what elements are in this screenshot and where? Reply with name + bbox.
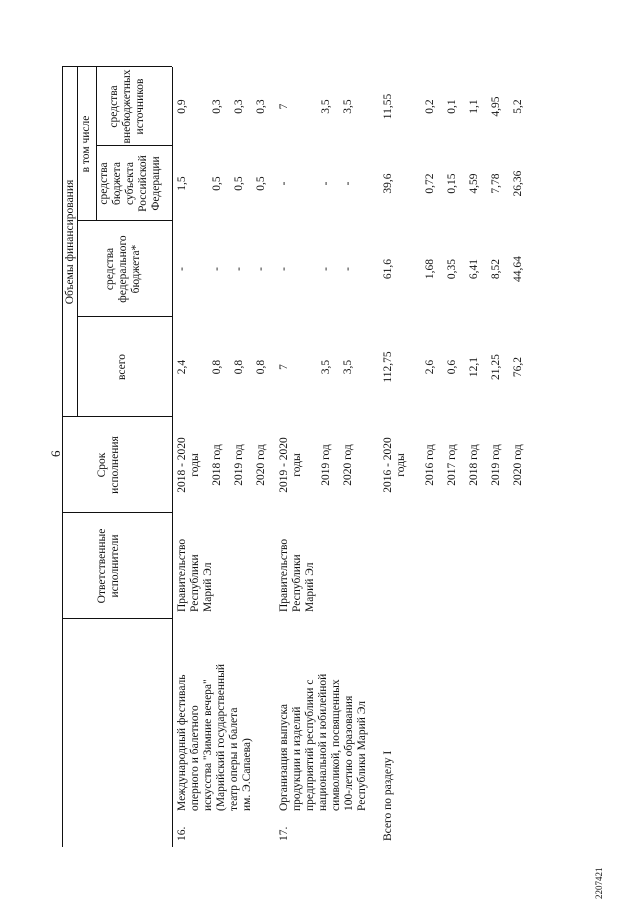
- item-number: 16.: [176, 826, 188, 841]
- header-incl: в том числе: [80, 115, 92, 173]
- summary-term: 2020 год: [512, 444, 524, 486]
- summary-regional: 0,15: [446, 173, 458, 194]
- summary-label: Всего по разделу I: [382, 750, 394, 841]
- row-federal: -: [211, 267, 223, 271]
- summary-extra: 11,55: [382, 93, 394, 120]
- summary-term: 2016 год: [424, 444, 436, 486]
- header-funding: Объемы финансирования: [64, 179, 76, 305]
- summary-federal: 61,6: [382, 258, 394, 280]
- table-rule: [77, 67, 78, 417]
- item-responsible: Правительство Республики Марий Эл: [278, 538, 316, 612]
- row-extra: 3,5: [320, 99, 332, 114]
- row-regional: -: [278, 181, 290, 186]
- summary-federal: 1,68: [424, 258, 436, 280]
- summary-total: 2,6: [424, 359, 436, 375]
- summary-total: 12,1: [468, 356, 480, 378]
- row-term: 2018 год: [211, 444, 223, 486]
- header-regional: средства бюджета субъекта Российской Федерации: [98, 155, 162, 212]
- row-total: 7: [278, 364, 290, 370]
- summary-extra: 1,1: [468, 99, 480, 114]
- row-regional: 0,5: [211, 176, 223, 191]
- row-total: 0,8: [233, 359, 245, 375]
- row-regional: -: [342, 181, 354, 186]
- item-name: Международный фестиваль оперного и балетного искусства "Зимние вечера" (Марийский государственный театр оперы и балета им. Э.Сапаева): [176, 663, 253, 811]
- row-federal: -: [342, 267, 354, 271]
- summary-extra: 5,2: [512, 99, 524, 114]
- item-number: 17.: [278, 826, 290, 841]
- summary-federal: 6,41: [468, 258, 480, 280]
- summary-term: 2019 год: [490, 444, 502, 486]
- table-rule: [96, 67, 97, 221]
- summary-total: 76,2: [512, 356, 524, 378]
- header-total: всего: [116, 354, 128, 380]
- row-term: 2019 год: [320, 444, 332, 486]
- row-extra: 0,9: [176, 99, 188, 114]
- row-regional: -: [320, 181, 332, 186]
- summary-regional: 7,78: [490, 173, 502, 194]
- row-term: 2020 год: [255, 444, 267, 486]
- summary-total: 112,75: [382, 351, 394, 383]
- row-extra: 0,3: [233, 99, 245, 114]
- row-extra: 0,3: [211, 99, 223, 114]
- item-name: Организация выпуска продукции и изделий предприятий республики с национальной и юбилейной символикой, посвященных 100-летию образования Республики Марий Эл: [278, 673, 368, 811]
- summary-term: 2018 год: [468, 444, 480, 486]
- row-regional: 0,5: [233, 176, 245, 191]
- row-total: 0,8: [211, 359, 223, 375]
- row-total: 0,8: [255, 359, 267, 375]
- header-extra: средства внебюджетных источников: [108, 69, 146, 144]
- summary-term: 2016 - 2020 годы: [382, 437, 407, 493]
- row-extra: 0,3: [255, 99, 267, 114]
- summary-federal: 8,52: [490, 258, 502, 280]
- row-federal: -: [255, 267, 267, 271]
- row-federal: -: [176, 267, 188, 271]
- summary-total: 21,25: [490, 354, 502, 380]
- row-total: 2,4: [176, 359, 188, 375]
- summary-extra: 4,95: [490, 96, 502, 117]
- summary-regional: 26,36: [512, 170, 524, 197]
- row-federal: -: [320, 267, 332, 271]
- row-federal: -: [278, 267, 290, 271]
- row-term: 2020 год: [342, 444, 354, 486]
- summary-term: 2017 год: [446, 444, 458, 486]
- header-term: Срок исполнения: [96, 436, 121, 494]
- table-rule: [62, 67, 63, 847]
- header-federal: средства федерального бюджета*: [104, 235, 142, 303]
- summary-total: 0,6: [446, 359, 458, 375]
- summary-regional: 0,72: [424, 173, 436, 194]
- page-number: 6: [48, 450, 63, 457]
- row-term: 2019 - 2020 годы: [278, 437, 303, 493]
- table-rule: [172, 67, 173, 847]
- row-term: 2018 - 2020 годы: [176, 437, 201, 493]
- summary-regional: 39,6: [382, 173, 394, 194]
- header-responsible: Ответственные исполнители: [96, 528, 121, 604]
- document-code: 2207421: [594, 867, 604, 899]
- summary-federal: 0,35: [446, 258, 458, 280]
- item-responsible: Правительство Республики Марий Эл: [176, 538, 214, 612]
- row-federal: -: [233, 267, 245, 271]
- summary-regional: 4,59: [468, 173, 480, 194]
- row-total: 3,5: [320, 359, 332, 375]
- row-regional: 0,5: [255, 176, 267, 191]
- row-total: 3,5: [342, 359, 354, 375]
- summary-extra: 0,2: [424, 99, 436, 114]
- summary-federal: 44,64: [512, 256, 524, 282]
- summary-extra: 0,1: [446, 99, 458, 114]
- row-regional: 1,5: [176, 176, 188, 191]
- row-extra: 3,5: [342, 99, 354, 114]
- row-extra: 7: [278, 103, 290, 110]
- row-term: 2019 год: [233, 444, 245, 486]
